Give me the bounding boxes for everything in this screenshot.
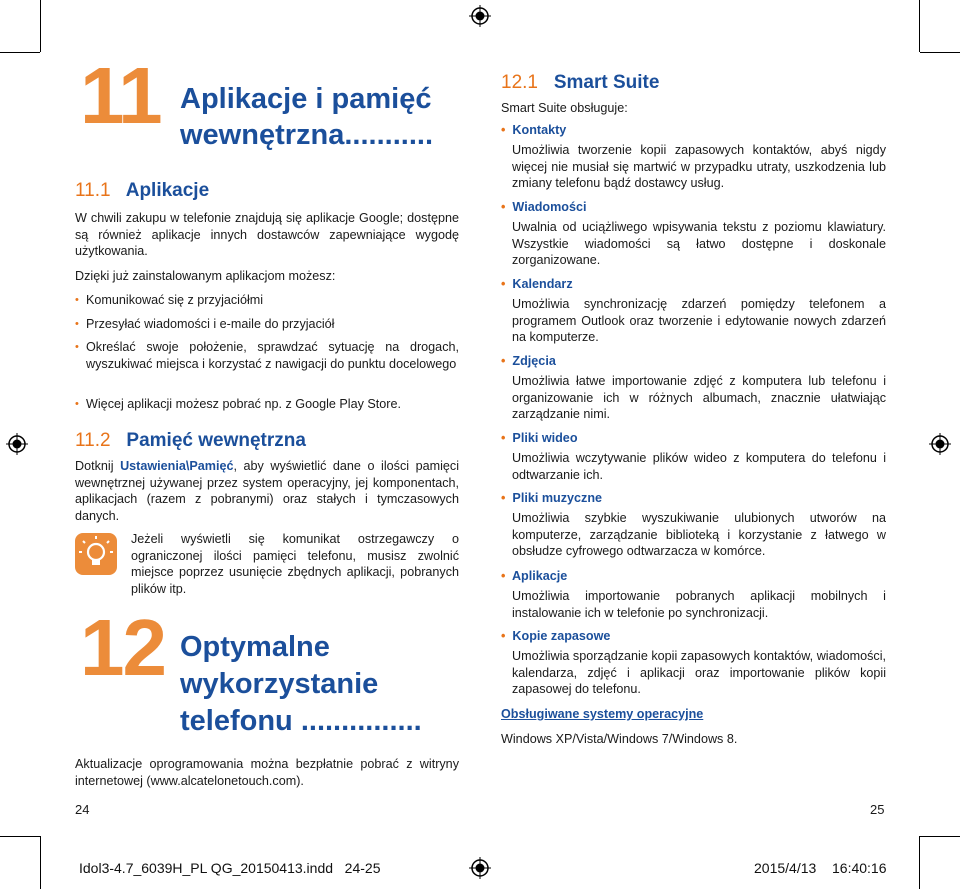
list-item-text: Komunikować się z przyjaciółmi — [86, 293, 264, 307]
chapter-title-line: Aplikacje i pamięć — [180, 83, 432, 115]
crop-mark — [40, 0, 41, 52]
chapter-title-line: wykorzystanie — [180, 668, 379, 700]
list-item — [75, 396, 459, 413]
list-item — [75, 316, 459, 333]
print-slug-time: 16:40:16 — [832, 860, 887, 876]
print-slug-filename: Idol3-4.7_6039H_PL QG_20150413.indd 24-25 — [79, 860, 381, 876]
paragraph: W chwili zakupu w telefonie znajdują się aplikacje Google; dostępne są również aplikacje innych dostawców zapewniające wygodę użytkowania. — [75, 211, 459, 258]
feature-heading-text: Kalendarz — [512, 277, 573, 291]
paragraph: Aktualizacje oprogramowania można bezpłatnie pobrać z witryny internetowej (www.alcatelonetouch.com). — [75, 757, 459, 788]
section-number: 12.1 — [501, 72, 538, 93]
feature-heading-text: Pliki muzyczne — [512, 491, 603, 505]
feature-description: Umożliwia tworzenie kopii zapasowych kontaktów, abyś nigdy więcej nie musiał się martwić w przypadku utraty, uszkodzenia lub zmiany telefonu bądź dostawcy usług. — [512, 143, 886, 190]
chapter-title-line: Optymalne — [180, 631, 330, 663]
bullet-icon: • — [75, 341, 79, 353]
feature-item — [501, 431, 886, 483]
feature-heading — [501, 277, 886, 291]
registration-mark-icon — [469, 857, 491, 879]
section-number: 11.2 — [75, 430, 111, 451]
crop-mark — [40, 836, 41, 889]
page-number: 25 — [870, 802, 885, 817]
feature-description: Uwalnia od uciążliwego wpisywania tekstu z poziomu klawiatury. Wszystkie wiadomości są łatwo dostępne i doskonale zorganizowane. — [512, 220, 886, 267]
chapter-number: 12 — [80, 603, 165, 692]
settings-path: Ustawienia\Pamięć — [120, 459, 234, 473]
feature-heading-text: Wiadomości — [512, 200, 587, 214]
chapter-title-line: wewnętrzna........... — [180, 119, 433, 151]
os-heading: Obsługiwane systemy operacyjne — [501, 707, 704, 721]
bullet-icon: • — [501, 629, 506, 643]
feature-heading — [501, 123, 886, 137]
feature-description: Umożliwia importowanie pobranych aplikacji mobilnych i instalowanie ich w telefonie po synchronizacji. — [512, 589, 886, 620]
feature-item — [501, 569, 886, 621]
feature-description: Umożliwia łatwe importowanie zdjęć z komputera lub telefonu i organizowanie ich w różnych albumach, znacznie ułatwiając zarządzanie nimi. — [512, 374, 886, 421]
crop-mark — [920, 52, 960, 53]
bullet-icon: • — [501, 123, 506, 137]
feature-heading — [501, 354, 886, 368]
feature-description: Umożliwia sporządzanie kopii zapasowych kontaktów, wiadomości, kalendarza, zdjęć i aplikacji oraz importowanie plików kopii zapasowej do telefonu. — [512, 649, 886, 696]
crop-mark — [920, 836, 960, 837]
list-item — [75, 339, 459, 389]
feature-heading-text: Zdjęcia — [512, 354, 556, 368]
registration-mark-icon — [469, 5, 491, 27]
crop-mark — [0, 52, 40, 53]
bullet-icon: • — [501, 277, 506, 291]
crop-mark — [919, 836, 920, 889]
section-heading: Smart Suite — [553, 72, 660, 93]
bullet-icon: • — [75, 398, 79, 410]
feature-item — [501, 491, 886, 560]
paragraph: Dzięki już zainstalowanym aplikacjom możesz: — [75, 269, 336, 283]
section-title — [75, 180, 209, 202]
chapter-title-line: telefonu ............... — [180, 705, 422, 737]
list-item-text: Określać swoje położenie, sprawdzać sytuację na drogach, wyszukiwać miejsca i korzystać z nawigacji do punktu docelowego — [86, 340, 459, 371]
paragraph: Smart Suite obsługuje: — [501, 101, 628, 115]
feature-item — [501, 200, 886, 269]
list-item-text: Przesyłać wiadomości i e-maile do przyjaciół — [86, 317, 335, 331]
feature-heading-text: Aplikacje — [511, 569, 568, 583]
feature-heading — [501, 491, 886, 505]
bullet-icon: • — [75, 294, 79, 306]
bullet-icon: • — [501, 354, 506, 368]
registration-mark-icon — [929, 433, 951, 455]
feature-description: Umożliwia szybkie wyszukiwanie ulubionych utworów na komputerze, zarządzanie biblioteką i korzystanie z łatwego w obsłudze cyfrowego odtwarzacza w komórce. — [512, 511, 886, 558]
list-item-text: Więcej aplikacji możesz pobrać np. z Google Play Store. — [86, 397, 401, 411]
bullet-icon: • — [501, 491, 506, 505]
crop-mark — [0, 836, 40, 837]
paragraph — [75, 458, 459, 524]
os-text: Windows XP/Vista/Windows 7/Windows 8. — [501, 732, 738, 746]
section-title — [75, 430, 306, 452]
bullet-icon: • — [501, 431, 506, 445]
feature-heading — [501, 431, 886, 445]
feature-heading-text: Kopie zapasowe — [512, 629, 611, 643]
section-title — [501, 72, 659, 94]
crop-mark — [919, 0, 920, 52]
section-heading: Pamięć wewnętrzna — [126, 430, 306, 451]
tip-text: Jeżeli wyświetli się komunikat ostrzegawczy o ograniczonej ilości pamięci telefonu, musisz zwolnić miejsce poprzez usunięcie zbędnych aplikacji, pobranych plików itp. — [131, 532, 459, 596]
registration-mark-icon — [6, 433, 28, 455]
print-slug-date: 2015/4/13 — [754, 860, 817, 876]
section-number: 11.1 — [75, 180, 111, 201]
feature-description: Umożliwia synchronizację zdarzeń pomiędzy telefonem a programem Outlook oraz tworzenie i edytowanie nowych zdarzeń na komputerze. — [512, 297, 886, 344]
feature-heading-text: Kontakty — [512, 123, 567, 137]
feature-item — [501, 277, 886, 346]
paragraph-text: , aby wyświetlić dane o ilości pamięci wewnętrznej używanej przez system operacyjny, jej komponentach, aplikacjach (razem z pobranymi) oraz stałych i tymczasowych danych. — [75, 459, 459, 523]
chapter-number: 11 — [80, 51, 161, 140]
feature-heading — [501, 629, 886, 643]
feature-heading — [501, 200, 886, 214]
feature-heading-text: Pliki wideo — [512, 431, 578, 445]
bullet-icon: • — [501, 200, 506, 214]
page-number: 24 — [75, 802, 90, 817]
lightbulb-tip-icon — [75, 533, 117, 575]
feature-heading — [501, 569, 886, 583]
bullet-icon: • — [75, 318, 79, 330]
feature-item — [501, 354, 886, 423]
feature-description: Umożliwia wczytywanie plików wideo z komputera do telefonu i odtwarzanie ich. — [512, 451, 886, 482]
feature-item — [501, 629, 886, 698]
paragraph-text: Dotknij — [75, 459, 121, 473]
section-heading: Aplikacje — [125, 180, 210, 201]
bullet-icon: • — [501, 569, 506, 583]
feature-item — [501, 123, 886, 192]
list-item — [75, 292, 459, 309]
